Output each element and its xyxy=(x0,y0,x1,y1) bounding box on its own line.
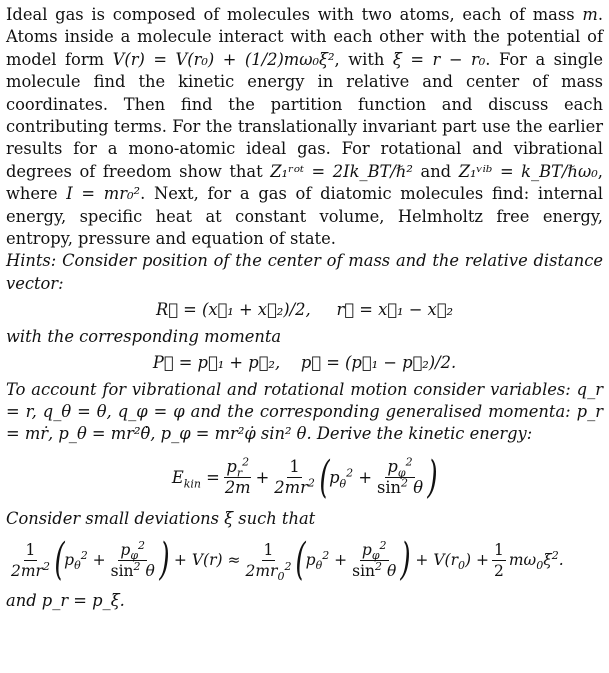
text-potential-intro: . Atoms inside a molecule interact with each other with the potential of model form xyxy=(6,5,603,69)
equation-momenta: P⃗ = p⃗₁ + p⃗₂, p⃗ = (p⃗₁ − p⃗₂)/2. xyxy=(152,353,457,373)
hint-small-deviations: Consider small deviations ξ such that xyxy=(6,508,316,528)
equation-kinetic-energy: $E_{kin}$ = $\frac{p_r^2}{2m}$ + $\frac{1}{2mr^2}$ ( $p_\theta^2$ + $\frac{p_\varphi^2}{\sin^2 \theta}$ ) xyxy=(171,451,438,503)
text-with: , with xyxy=(334,49,385,69)
hint-variables: To account for vibrational and rotational motion consider variables: q_r = r, q_θ = θ, q_φ = φ and the corresponding generalised momenta: p_r = mṙ, p_θ = mr²θ̇, p_φ = mr²φ̇ sin² θ. Derive the kinetic energy: xyxy=(6,379,603,444)
hint-intro: Hints: Consider position of the center of mass and the relative distance vector: xyxy=(6,251,603,293)
mass-symbol: m xyxy=(582,5,598,24)
z-rot-formula: Z₁ʳᵒᵗ = 2Ik_BT/ℏ² xyxy=(270,161,413,181)
xi-definition: ξ = r − r₀ xyxy=(392,49,486,69)
hint-final: and p_r = p_ξ. xyxy=(6,591,125,611)
moment-of-inertia: I = mr₀² xyxy=(66,184,141,204)
text-task: . For a single molecule find the kinetic energy in relative and center of mass coordinates. Then find the partition function and discuss each contributing terms. For the translationally invariant part use the earlier results for a mono-atomic ideal gas. For rotational and vibrational degrees of freedom show that xyxy=(6,49,603,181)
hint-momenta: with the corresponding momenta xyxy=(6,326,282,346)
z-vib-formula: Z₁ᵛⁱᵇ = k_BT/ℏω₀ xyxy=(458,161,598,181)
problem-statement xyxy=(6,4,603,250)
text-next: . Next, for a gas of diatomic molecules find: internal energy, specific heat at constant volume, Helmholtz free energy, entropy, pressure and equation of state. xyxy=(6,184,603,249)
equation-center-of-mass: R⃗ = (x⃗₁ + x⃗₂)/2, r⃗ = x⃗₁ − x⃗₂ xyxy=(155,300,454,320)
potential-formula: V(r) = V(r₀) + (1/2)mω₀ξ² xyxy=(112,49,335,69)
equation-small-deviations: $\frac{1}{2mr^2}$ ( $p_\theta^2$ + $\frac{p_\varphi^2}{\sin^2 \theta}$ ) + V(r) ≈ $\frac{1}{2mr_0^2}$ ( $p_\theta^2$ + $\frac{p_\varphi^2}{\sin^2 \theta}$ ) + $V(r_0)$ + $\frac{1}{2}$ $m\omega_0\xi^2$. xyxy=(11,534,564,586)
text-and: and xyxy=(420,161,452,181)
text-where: , where xyxy=(6,161,603,204)
text-intro: Ideal gas is composed of molecules with two atoms, each of mass xyxy=(6,5,575,24)
